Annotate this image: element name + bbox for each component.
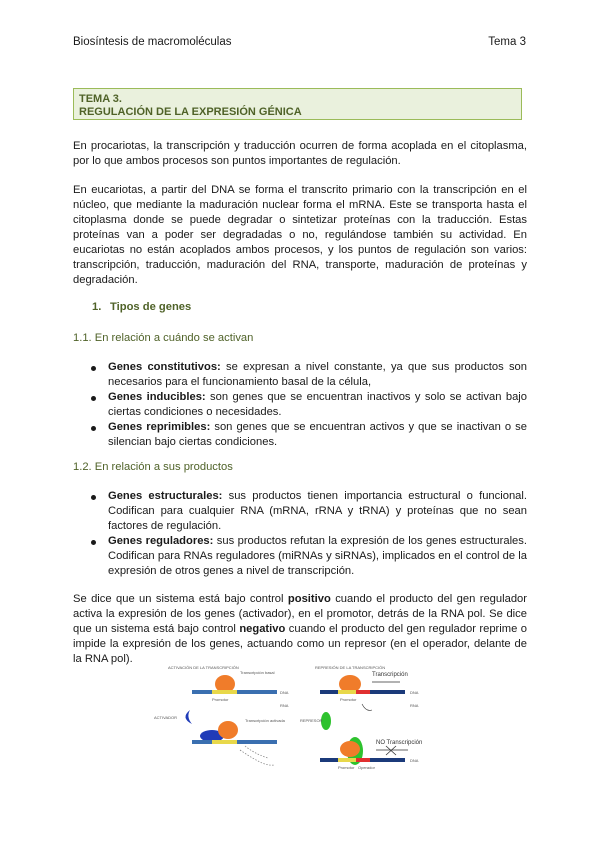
subsection-heading-products: 1.2. En relación a sus productos <box>73 461 233 473</box>
chapter-title-box <box>73 88 522 120</box>
left-panel-title: ACTIVACIÓN DE LA TRANSCRIPCIÓN <box>168 665 239 670</box>
activator-shape <box>185 710 192 724</box>
left-dna-label: DNA <box>280 690 289 695</box>
right-panel-title: REPRESIÓN DE LA TRANSCRIPCIÓN <box>315 665 386 670</box>
control-text-3: cuando el producto del gen regulador reprime o impide la expresión de los genes, actuando como un represor (en el operador, delante de la RNA pol). <box>73 623 527 665</box>
list-term: Genes constitutivos: <box>108 361 221 373</box>
control-positive: positivo <box>287 593 331 605</box>
list-text: son genes que se encuentran inactivos y solo se activan bajo ciertas condiciones o necesidades. <box>108 391 527 418</box>
right-operator-label: Operador <box>358 765 375 770</box>
right-label-transcription: Transcripción <box>372 672 408 678</box>
right-label-no-transcription: NO Transcripción <box>376 740 423 746</box>
repressor-shape <box>321 712 331 730</box>
list-item <box>91 534 527 579</box>
list-item <box>91 390 527 420</box>
list-text: sus productos tienen importancia estructural o funcional. Codifican para cualquier RNA (mRNA, rRNA y tRNA) y proteínas que no sean factores de regulación. <box>108 490 527 532</box>
bullet-icon <box>91 495 96 500</box>
gene-product-list <box>91 489 527 579</box>
repressor-arrow <box>362 704 372 710</box>
promoter-region <box>338 758 356 762</box>
bullet-icon <box>91 366 96 371</box>
right-promoter-label-2: Promotor <box>338 765 355 770</box>
rna-transcripts <box>240 750 275 765</box>
operator-region <box>356 690 370 694</box>
operator-region <box>356 758 370 762</box>
section-heading <box>92 301 191 313</box>
left-activator-label: ACTIVADOR <box>154 715 178 720</box>
list-item <box>91 420 527 450</box>
left-label-activated: Transcripción activada <box>245 718 285 723</box>
control-negative: negativo <box>239 623 286 635</box>
promoter-region <box>338 690 356 694</box>
list-item <box>91 489 527 534</box>
list-text: son genes que se encuentran activos y que se inactivan o se silencian bajo ciertas condiciones. <box>108 421 527 448</box>
chapter-title: REGULACIÓN DE LA EXPRESIÓN GÉNICA <box>79 106 302 118</box>
list-text: se expresan a nivel constante, ya que sus productos son necesarios para el funcionamiento basal de la célula, <box>108 361 527 388</box>
list-term: Genes reguladores: <box>108 535 214 547</box>
header-chapter: Tema 3 <box>488 36 526 48</box>
bullet-icon <box>91 540 96 545</box>
control-text-1: Se dice que un sistema está bajo control <box>73 593 288 605</box>
left-rna-label: RNA <box>280 703 289 708</box>
rna-transcripts <box>245 746 268 758</box>
paragraph-prokaryotes: En procariotas, la transcripción y traducción ocurren de forma acoplada en el citoplasma, por lo que ambos procesos son puntos importantes de regulación. <box>73 140 527 167</box>
transcription-control-figure <box>150 662 450 772</box>
right-promoter-label: Promotor <box>340 697 357 702</box>
promoter-region <box>212 690 237 694</box>
header-subject: Biosíntesis de macromoléculas <box>73 36 232 48</box>
list-term: Genes inducibles: <box>108 391 206 403</box>
polymerase-shape <box>340 741 360 757</box>
section-number: 1. <box>92 301 102 313</box>
list-term: Genes reprimibles: <box>108 421 211 433</box>
right-dna-label: DNA <box>410 690 419 695</box>
paragraph-eukaryotes: En eucariotas, a partir del DNA se forma el transcrito primario con la transcripción en el núcleo, que mediante la maduración nuclear forma el mRNA. Este se transporta hasta el citoplasma donde se puede degradar o sintetizar proteínas con la traducción. Estas proteínas van a poder ser degradadas o no, regulándose también su actividad. En eucariotas no están acoplados ambos procesos, y los puntos de regulación son varios: transcripción, traducción, maduración del RNA, transporte, maduración de proteínas y degradación. <box>73 184 527 286</box>
left-promoter-label: Promotor <box>212 697 229 702</box>
right-repressor-label: REPRESOR <box>300 718 323 723</box>
section-title: Tipos de genes <box>110 301 192 313</box>
list-item <box>91 360 527 390</box>
gene-activation-list <box>91 360 527 450</box>
right-dna-label-2: DNA <box>410 758 419 763</box>
control-text-2: cuando el producto del gen regulador activa la expresión de los genes (activador), en el promotor, detrás de la RNA pol. Se dice que un sistema está bajo control <box>73 593 528 635</box>
polymerase-shape <box>218 721 238 739</box>
paragraph-control <box>73 592 527 667</box>
promoter-region <box>212 740 237 744</box>
right-rna-label: RNA <box>410 703 419 708</box>
bullet-icon <box>91 426 96 431</box>
subsection-heading-activation: 1.1. En relación a cuándo se activan <box>73 332 254 344</box>
list-text: sus productos refutan la expresión de los genes estructurales. Codifican para RNAs reguladores (miRNAs y siRNAs), implicados en el control de la expresión de otros genes a nivel de transcripción. <box>108 535 527 577</box>
chapter-number: TEMA 3. <box>79 93 122 105</box>
list-term: Genes estructurales: <box>108 490 223 502</box>
left-label-basal: Transcripción basal <box>240 670 275 675</box>
bullet-icon <box>91 396 96 401</box>
